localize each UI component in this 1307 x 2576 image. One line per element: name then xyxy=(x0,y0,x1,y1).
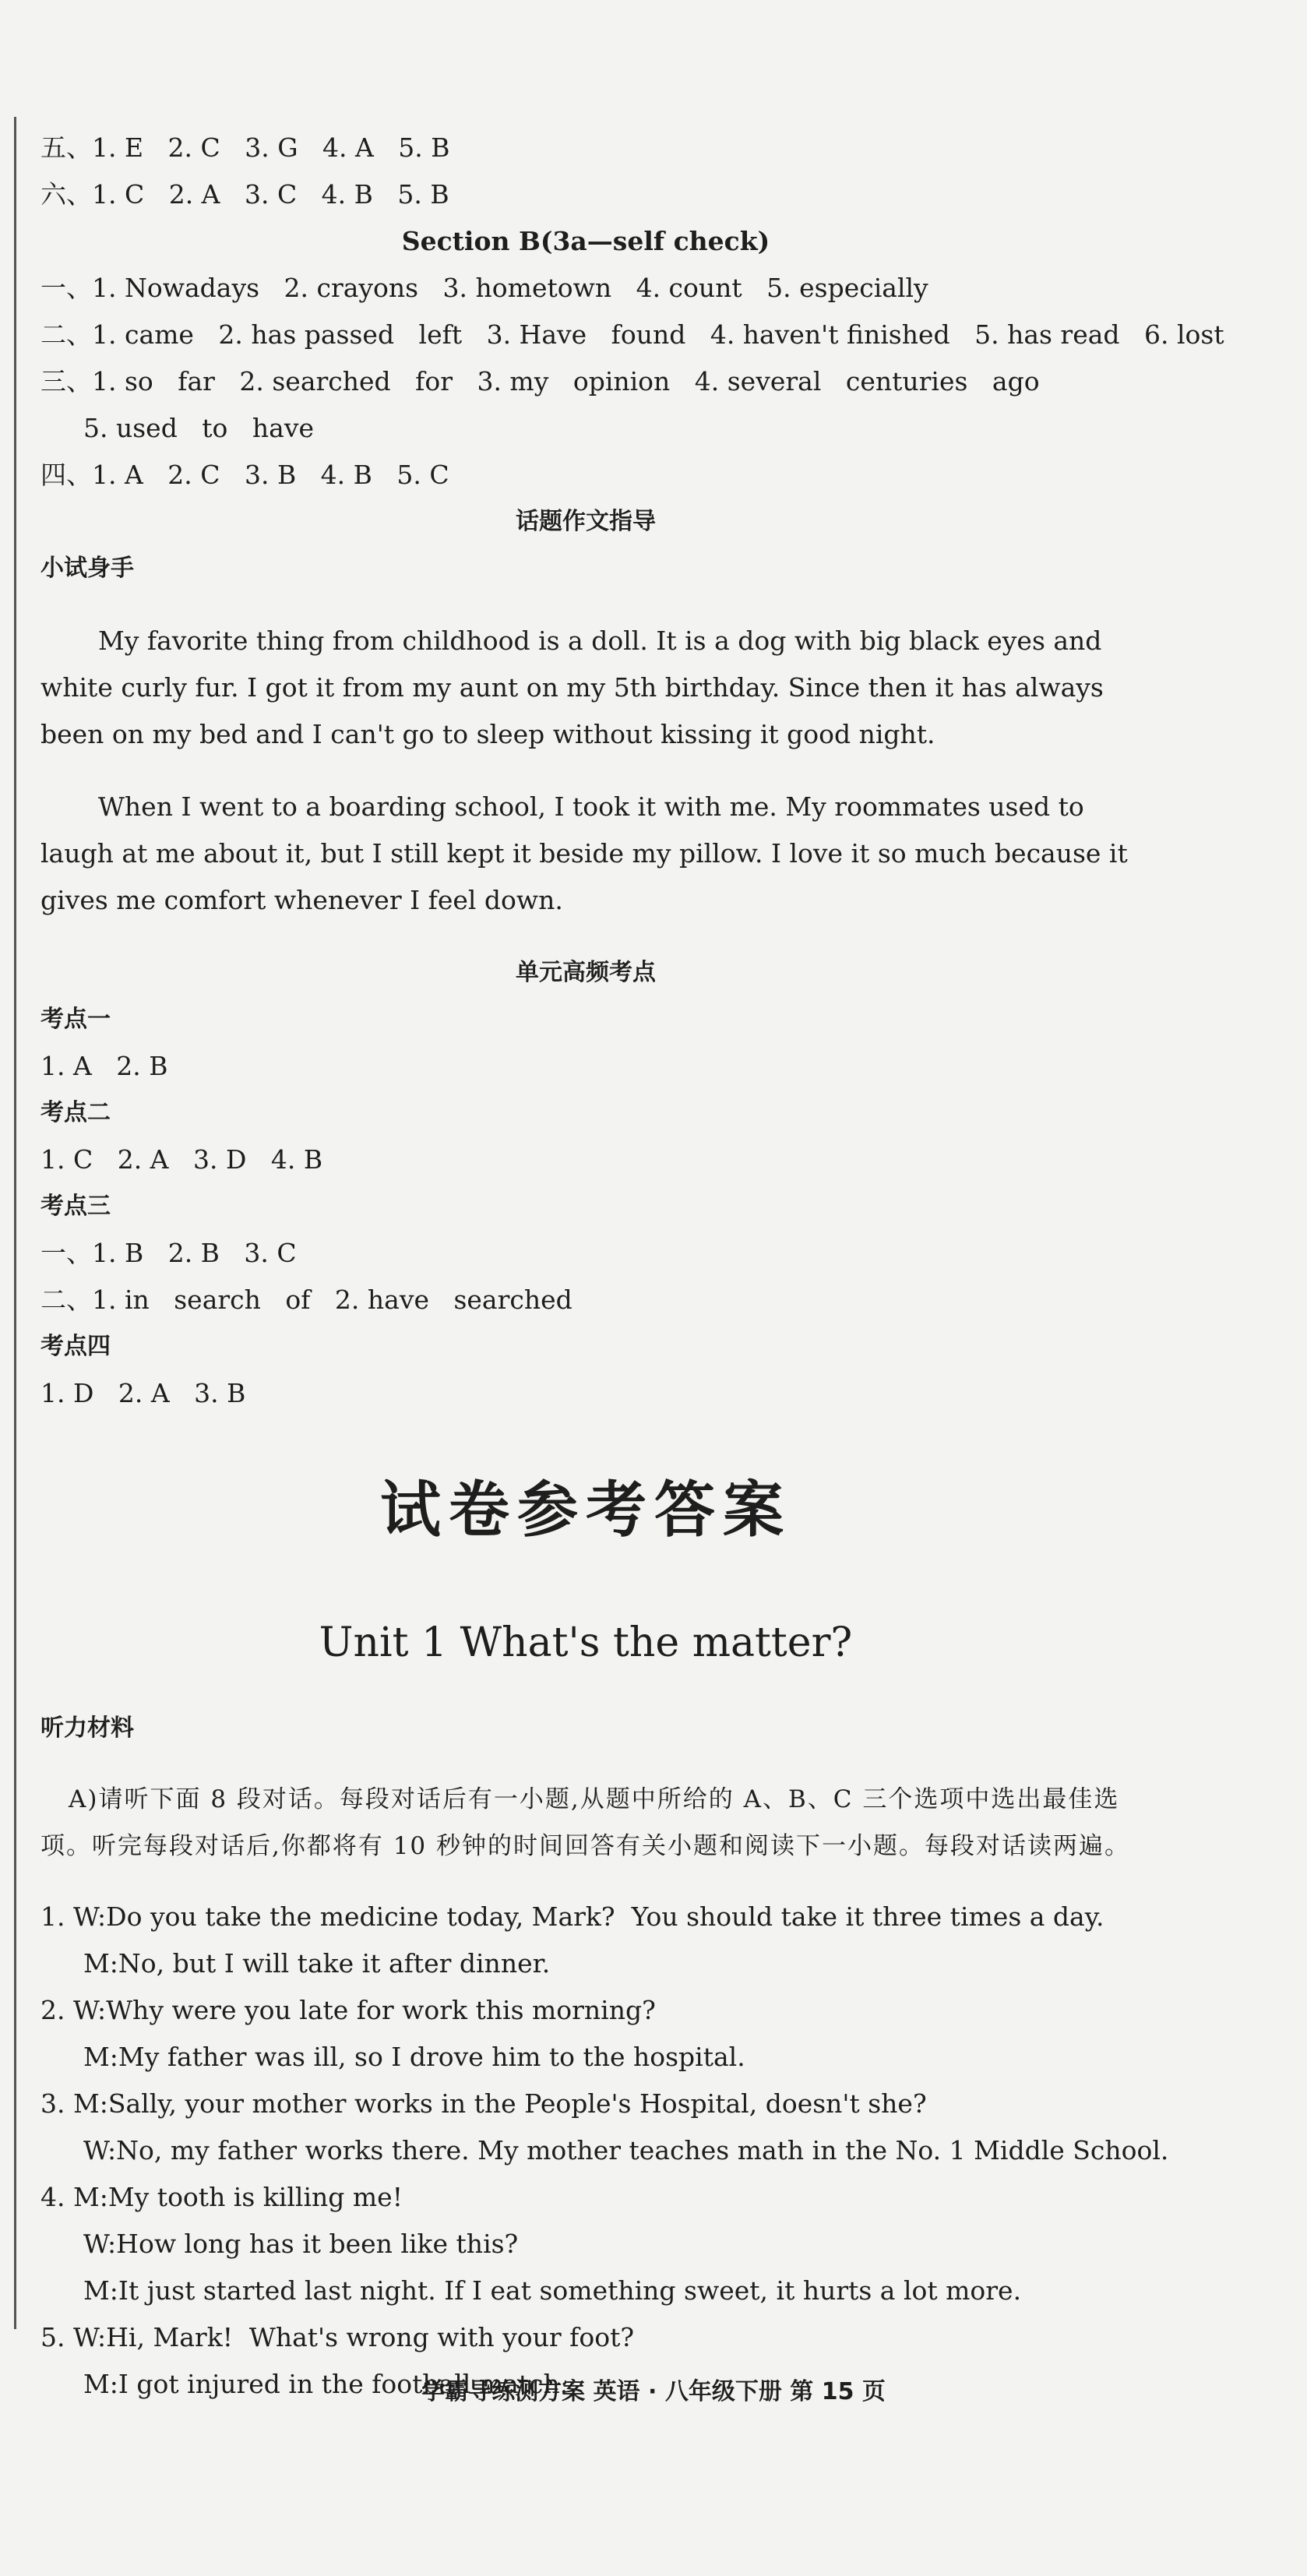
composition-title: 话题作文指导 xyxy=(516,508,656,535)
key-points-title: 单元高频考点 xyxy=(516,959,656,986)
dialogue-line: 1. W:Do you take the medicine today, Mark? You should take it three times a day. xyxy=(41,1901,1104,1932)
dialogue-line: W:No, my father works there. My mother teaches math in the No. 1 Middle School. xyxy=(83,2135,1169,2165)
key-point-label: 考点三 xyxy=(41,1193,111,1220)
dialogue-line: 3. M:Sally, your mother works in the People's Hospital, doesn't she? xyxy=(41,2088,927,2119)
answer-line: 五、1. E 2. C 3. G 4. A 5. B xyxy=(41,132,450,163)
dialogue-line: M:It just started last night. If I eat something sweet, it hurts a lot more. xyxy=(83,2275,1022,2306)
trial-title: 小试身手 xyxy=(41,555,134,582)
answer-line: 5. used to have xyxy=(83,413,314,443)
listening-intro: A)请听下面 8 段对话。每段对话后有一小题,从题中所给的 A、B、C 三个选项中选出最佳选项。听完每段对话后,你都将有 10 秒钟的时间回答有关小题和阅读下一小题。每段对话读两遍。 xyxy=(41,1785,1131,1860)
dialogue-line: 5. W:Hi, Mark! What's wrong with your foot? xyxy=(41,2322,635,2352)
answer-line: 一、1. B 2. B 3. C xyxy=(41,1238,297,1268)
dialogue-line: W:How long has it been like this? xyxy=(83,2229,519,2259)
page-content xyxy=(41,125,1224,2408)
essay-paragraph: When I went to a boarding school, I took it with me. My roommates used to laugh at me about it, but I still kept it beside my pillow. I love it so much because it gives me comfort whenever I feel down. xyxy=(41,791,1128,915)
answer-line: 二、1. came 2. has passed left 3. Have found 4. haven't finished 5. has read 6. lost xyxy=(41,319,1224,350)
dialogue-line: M:My father was ill, so I drove him to the hospital. xyxy=(83,2042,745,2072)
answer-line: 一、1. Nowadays 2. crayons 3. hometown 4. count 5. especially xyxy=(41,273,928,303)
essay-paragraph: My favorite thing from childhood is a doll. It is a dog with big black eyes and white curly fur. I got it from my aunt on my 5th birthday. Since then it has always been on my bed and I can't go to sleep without kissing it good night. xyxy=(41,625,1104,749)
answer-line: 四、1. A 2. C 3. B 4. B 5. C xyxy=(41,460,449,490)
key-point-label: 考点四 xyxy=(41,1333,111,1360)
answer-line: 六、1. C 2. A 3. C 4. B 5. B xyxy=(41,179,449,210)
dialogue-line: 2. W:Why were you late for work this morning? xyxy=(41,1995,656,2025)
key-point-label: 考点一 xyxy=(41,1006,111,1033)
page-footer: 学霸导练测方案 英语 · 八年级下册 第 15 页 xyxy=(421,2378,886,2405)
dialogue-line: 4. M:My tooth is killing me! xyxy=(41,2182,403,2212)
answer-line: 1. C 2. A 3. D 4. B xyxy=(41,1144,323,1175)
dialogue-line: M:I got injured in the football match. xyxy=(83,2369,569,2399)
margin-rule xyxy=(14,117,16,2329)
key-point-label: 考点二 xyxy=(41,1099,111,1126)
listening-title: 听力材料 xyxy=(41,1714,134,1742)
section-b-title: Section B(3a—self check) xyxy=(401,226,770,256)
big-title: 试卷参考答案 xyxy=(379,1475,791,1545)
answer-line: 1. A 2. B xyxy=(41,1051,168,1081)
answer-line: 三、1. so far 2. searched for 3. my opinion 4. several centuries ago xyxy=(41,366,1040,396)
unit-title: Unit 1 What's the matter? xyxy=(319,1619,853,1666)
answer-line: 1. D 2. A 3. B xyxy=(41,1378,246,1408)
dialogue-line: M:No, but I will take it after dinner. xyxy=(83,1948,551,1979)
answer-line: 二、1. in search of 2. have searched xyxy=(41,1284,572,1315)
